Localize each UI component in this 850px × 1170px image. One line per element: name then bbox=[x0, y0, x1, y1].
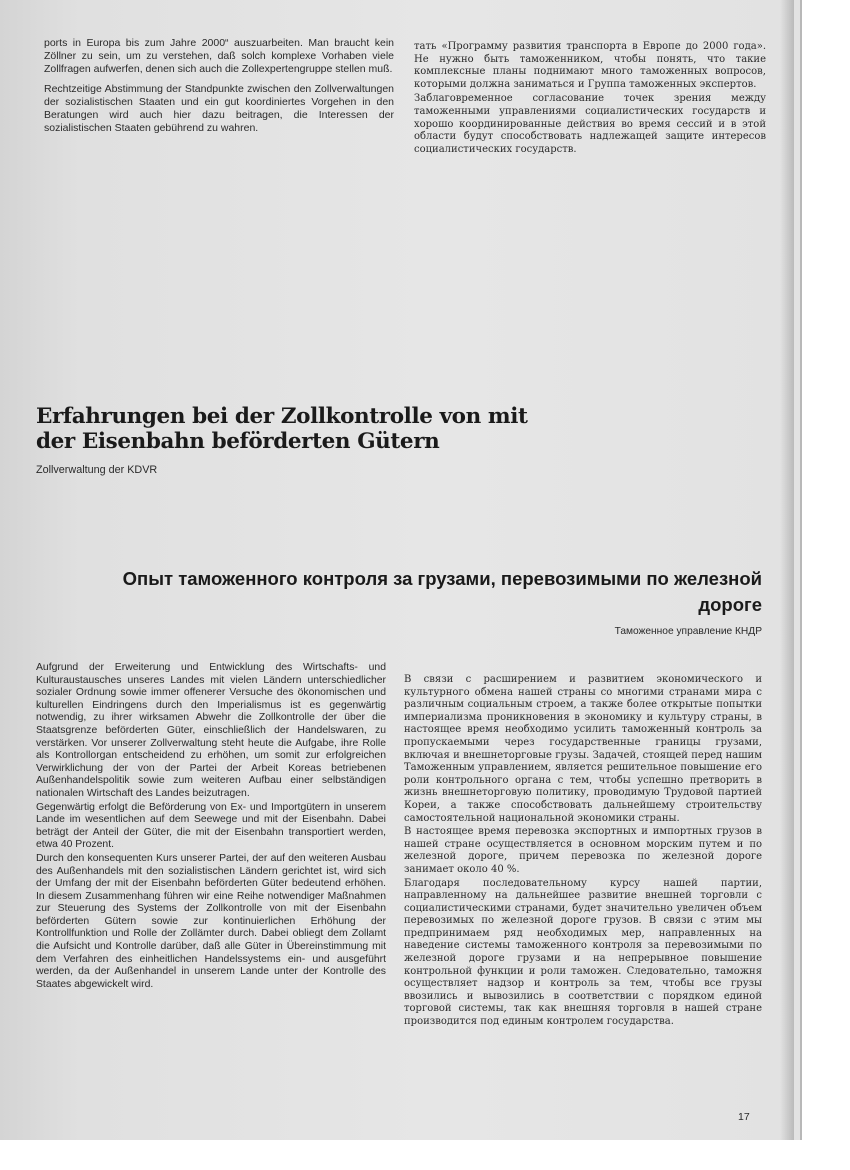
paragraph: ports in Europa bis zum Jahre 2000“ auszuarbeiten. Man braucht kein Zöllner zu sein, um zu verstehen, daß solch komplexe Vorhaben viele Zollfragen aufwerfen, denen sich auch die Zollexpertengruppe stellen muß. bbox=[44, 37, 394, 76]
article-author-german: Zollverwaltung der KDVR bbox=[36, 464, 158, 476]
page-number: 17 bbox=[738, 1111, 750, 1123]
paragraph: В настоящее время перевозка экспортных и импортных грузов в нашей стране осуществляется в основном морским путем и по железной дороге, причем перевозка по железной дороге занимает около 40 %. bbox=[404, 826, 762, 875]
paragraph: Gegenwärtig erfolgt die Beförderung von Ex- und Importgütern in unserem Lande im wesentlichen auf dem Seewege und mit der Eisenbahn. Dabei beträgt der Anteil der Güter, die mit der Eisenbahn transportiert werden, etwa 40 Prozent. bbox=[36, 801, 386, 851]
paragraph: Aufgrund der Erweiterung und Entwicklung des Wirtschafts- und Kulturaustausches unseres Landes mit vielen Ländern unterschiedlicher sozialer Ordnung sowie immer offenerer Versuche des ökonomischen und kulturellen Eindringens durch den Imperialismus ist es gegenwärtig notwendig, zu ihrer wirksamen Abwehr die Zollkontrolle der über die Staatsgrenze beförderten Güter, einschließlich der Handelswaren, zu verstärken. Vor unserer Zollverwaltung steht heute die Aufgabe, ihre Rolle als Kontrollorgan entscheidend zu erhöhen, um somit zur erfolgreichen Verwirklichung der von der Partei der Arbeit Koreas betriebenen Außenhandelspolitik sowie zum weiteren Aufbau einer selbständigen nationalen Wirtschaft des Landes beizutragen. bbox=[36, 662, 386, 799]
paragraph: Заблаговременное согласование точек зрения между таможенными управлениями социалистических государств и хорошо координированные действия во время сессий и в этой области будут способствовать надлежащей защите интересов социалистических государств. bbox=[414, 93, 766, 155]
paragraph: Durch den konsequenten Kurs unserer Partei, der auf den weiteren Ausbau des Außenhandels mit den sozialistischen Ländern gerichtet ist, wird sich der Umfang der mit der Eisenbahn beförderten Güter bedeutend erhöhen. In diesem Zusammenhang führen wir eine Reihe notwendiger Maßnahmen zur Steuerung des Systems der Zollkontrolle von mit der Eisenbahn beförderten Gütern sowie zur kontinuierlichen Erhöhung der Kontrollfunktion und Rolle der Zollämter durch. Dabei obliegt dem Zollamt die Aufsicht und Kontrolle darüber, daß alle Güter in Übereinstimmung mit dem Verfahren des einheitlichen Handelssystems ein- und ausgeführt werden, da der Außenhandel in unserem Lande unter der Kontrolle des Staates abgewickelt wird. bbox=[36, 852, 386, 990]
top-column-german bbox=[44, 37, 394, 141]
paragraph: Rechtzeitige Abstimmung der Standpunkte zwischen den Zollverwaltungen der sozialistischen Staaten und ein gut koordiniertes Vorgehen in den Beratungen wird auch hier dazu beitragen, die Interessen der sozialistischen Staaten gebührend zu wahren. bbox=[44, 82, 394, 135]
top-column-russian bbox=[414, 41, 766, 162]
article-title-german: Erfahrungen bei der Zollkontrolle von mit der Eisenbahn beförderten Gütern bbox=[36, 404, 528, 454]
article-title-russian: Опыт таможенного контроля за грузами, перевозимыми по железной дороге bbox=[122, 568, 762, 615]
body-column-russian bbox=[404, 674, 762, 1035]
paragraph: Благодаря последовательному курсу нашей партии, направленному на дальнейшее развитие внешней торговли с социалистическими странами, будет значительно увеличен объем перевозимых по железной дороге грузов. В связи с этим мы предпринимаем ряд необходимых мер, направленных на наведение системы таможенного контроля за перевозимыми по железной дороге грузами и на непрерывное повышение контрольной функции и роли таможен. Следовательно, таможня осуществляет надзор и контроль за тем, чтобы все грузы ввозились и вывозились в соответствии с порядком единой торговой системы, так как внешняя торговля в нашей стране производится под единым контролем государства. bbox=[404, 877, 762, 1028]
article-author-russian: Таможенное управление КНДР bbox=[614, 626, 762, 637]
body-column-german bbox=[36, 662, 386, 997]
page-edge-shadow bbox=[780, 0, 794, 1140]
paragraph: В связи с расширением и развитием экономического и культурного обмена нашей страны со многими странами мира с различным социальным строем, а также более открытые попытки империализма проникновения в экономику и культуру страны, в настоящее время необходимо усилить таможенный контроль за пропускаемыми через государственные границы грузами, включая и внешнеторговые грузы. Задачей, стоящей перед нашим Таможенным управлением, является решительное повышение его роли контрольного органа с тем, чтобы успешно претворить в жизнь внешнеторговую политику, проводимую Трудовой партией Кореи, а также способствовать дальнейшему строительству самостоятельной национальной экономики страны. bbox=[404, 674, 762, 824]
paragraph: тать «Программу развития транспорта в Европе до 2000 года». Не нужно быть таможенником, чтобы понять, что такие комплексные планы поднимают много таможенных вопросов, которыми должна заниматься и Группа таможенных экспертов. bbox=[414, 41, 766, 90]
